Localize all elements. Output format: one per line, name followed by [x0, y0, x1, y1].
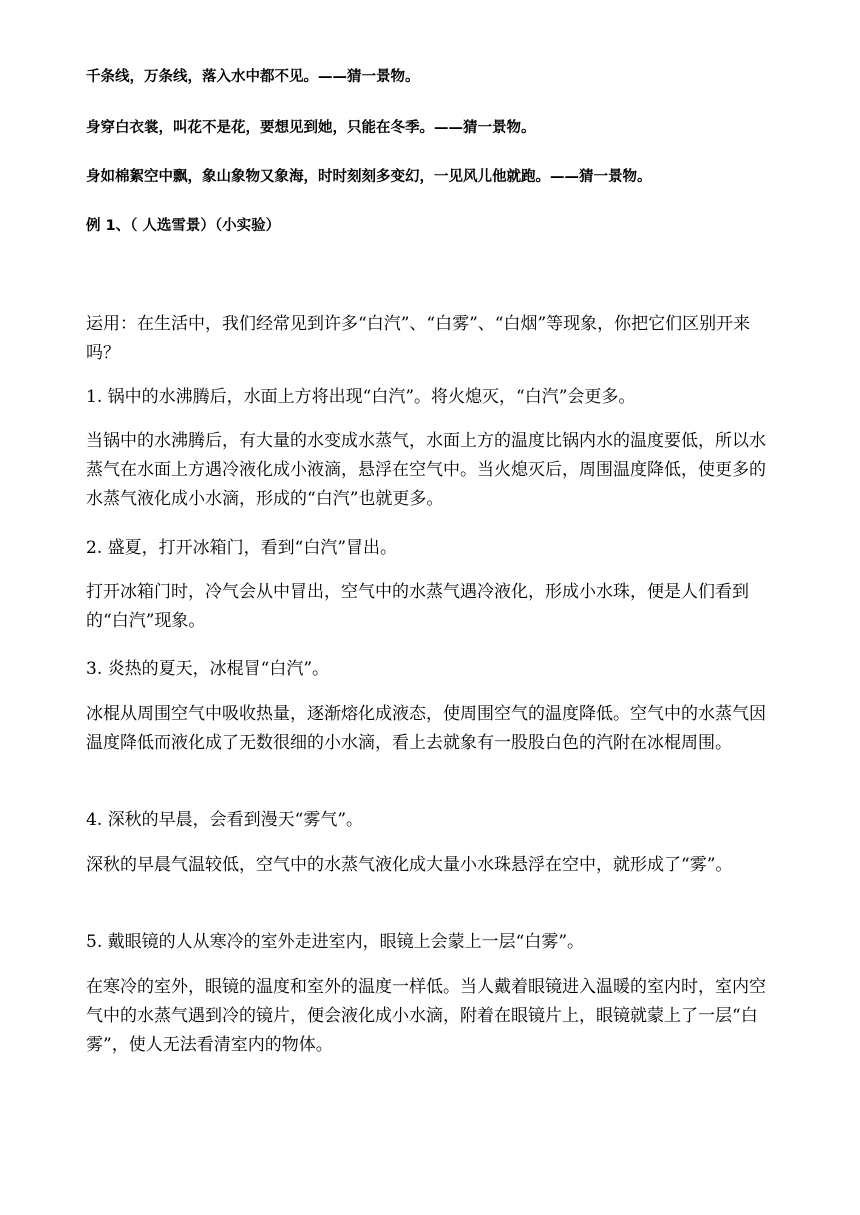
- answer-2: 打开冰箱门时，冷气会从中冒出，空气中的水蒸气遇冷液化，形成小水珠，便是人们看到的“白汽”现象。: [86, 582, 749, 631]
- question-5: 5. 戴眼镜的人从寒冷的室外走进室内，眼镜上会蒙上一层“白雾”。: [86, 932, 585, 952]
- question-1: 1. 锅中的水沸腾后，水面上方将出现“白汽”。将火熄灭，“白汽”会更多。: [86, 387, 636, 407]
- answer-5: 在寒冷的室外，眼镜的温度和室外的温度一样低。当人戴着眼镜进入温暖的室内时，室内空气中的水蒸气遇到冷的镜片，便会液化成小水滴，附着在眼镜片上，眼镜就蒙上了一层“白雾”，使人无法看清室内的物体。: [86, 977, 766, 1055]
- question-2: 2. 盛夏，打开冰箱门，看到“白汽”冒出。: [86, 538, 398, 558]
- riddle-2: 身穿白衣裳，叫花不是花，要想见到她，只能在冬季。——猜一景物。: [86, 120, 536, 136]
- example-heading: 例 1、（ 人选雪景）（小实验）: [86, 218, 281, 234]
- question-4: 4. 深秋的早晨，会看到漫天“雾气”。: [86, 810, 364, 830]
- intro-paragraph: 运用：在生活中，我们经常见到许多“白汽”、“白雾”、“白烟”等现象，你把它们区别开来吗？: [86, 314, 751, 363]
- question-3: 3. 炎热的夏天，冰棍冒“白汽”。: [86, 659, 330, 679]
- riddle-1: 千条线，万条线，落入水中都不见。——猜一景物。: [86, 69, 420, 85]
- riddle-3: 身如棉絮空中飘，象山象物又象海，时时刻刻多变幻，一见风儿他就跑。——猜一景物。: [86, 169, 652, 185]
- answer-3: 冰棍从周围空气中吸收热量，逐渐熔化成液态，使周围空气的温度降低。空气中的水蒸气因温度降低而液化成了无数很细的小水滴，看上去就象有一股股白色的汽附在冰棍周围。: [86, 704, 766, 753]
- answer-1: 当锅中的水沸腾后，有大量的水变成水蒸气，水面上方的温度比锅内水的温度要低，所以水蒸气在水面上方遇冷液化成小液滴，悬浮在空气中。当火熄灭后，周围温度降低，使更多的水蒸气液化成小水滴，形成的“白汽”也就更多。: [86, 431, 766, 509]
- answer-4: 深秋的早晨气温较低，空气中的水蒸气液化成大量小水珠悬浮在空中，就形成了“雾”。: [86, 855, 733, 875]
